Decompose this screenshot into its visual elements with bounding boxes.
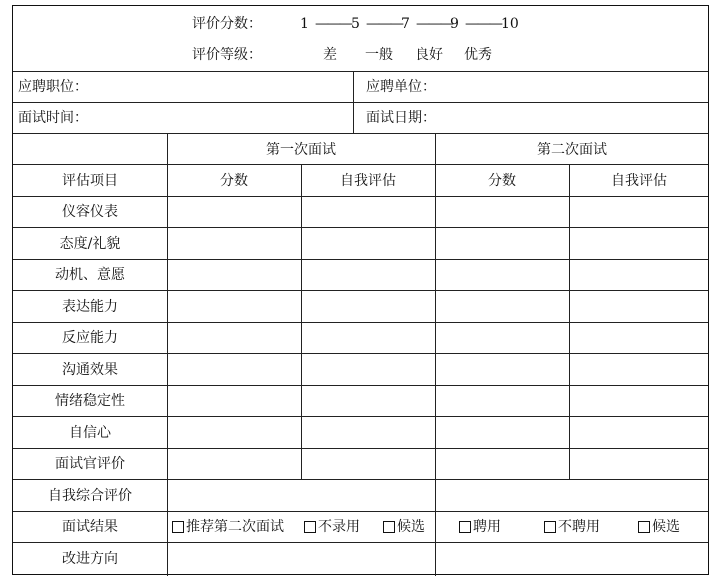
row-divider bbox=[13, 385, 708, 386]
checkbox-icon bbox=[638, 521, 650, 533]
item-label: 动机、意愿 bbox=[55, 267, 125, 283]
item-label: 态度/礼貌 bbox=[59, 236, 121, 252]
col-divider bbox=[301, 164, 302, 479]
grade-good: 良好 bbox=[415, 47, 443, 63]
checkbox-icon bbox=[459, 521, 471, 533]
row-divider bbox=[13, 196, 708, 197]
row-divider bbox=[13, 102, 708, 103]
col-divider bbox=[569, 164, 570, 479]
row-divider bbox=[13, 511, 708, 512]
checkbox-label: 候选 bbox=[397, 519, 425, 535]
hire-checkbox[interactable] bbox=[459, 520, 501, 534]
score-5: 5 bbox=[351, 16, 360, 32]
col-divider bbox=[353, 71, 354, 133]
checkbox-icon bbox=[304, 521, 316, 533]
item-label: 自信心 bbox=[69, 425, 111, 441]
candidate-checkbox-1[interactable] bbox=[383, 520, 425, 534]
row-divider bbox=[13, 448, 708, 449]
item-label: 面试官评价 bbox=[55, 456, 125, 472]
col-divider bbox=[167, 133, 168, 576]
row-divider bbox=[13, 416, 708, 417]
first-interview-header: 第一次面试 bbox=[266, 142, 336, 158]
interview-evaluation-form bbox=[12, 5, 709, 575]
grade-poor: 差 bbox=[323, 47, 337, 63]
score-9: 9 bbox=[450, 16, 459, 32]
second-interview-header: 第二次面试 bbox=[537, 142, 607, 158]
row-divider bbox=[13, 290, 708, 291]
score-dash: ——— bbox=[416, 16, 452, 32]
row-divider bbox=[13, 133, 708, 134]
position-label: 应聘职位： bbox=[18, 79, 88, 95]
recommend-second-checkbox[interactable] bbox=[172, 520, 284, 534]
row-divider bbox=[13, 259, 708, 260]
checkbox-icon bbox=[383, 521, 395, 533]
self-eval-header-1: 自我评估 bbox=[340, 173, 396, 189]
candidate-checkbox-2[interactable] bbox=[638, 520, 680, 534]
checkbox-label: 聘用 bbox=[473, 519, 501, 535]
score-dash: ——— bbox=[366, 16, 402, 32]
score-dash: ——— bbox=[465, 16, 501, 32]
checkbox-label: 推荐第二次面试 bbox=[186, 519, 284, 535]
item-label: 反应能力 bbox=[62, 330, 118, 346]
score-7: 7 bbox=[401, 16, 410, 32]
reject-checkbox-1[interactable] bbox=[304, 520, 360, 534]
item-label: 表达能力 bbox=[62, 299, 118, 315]
score-header-2: 分数 bbox=[488, 173, 516, 189]
item-label: 仪容仪表 bbox=[62, 204, 118, 220]
score-label: 评价分数： bbox=[192, 16, 262, 32]
result-label: 面试结果 bbox=[62, 519, 118, 535]
score-dash: ——— bbox=[315, 16, 351, 32]
not-hire-checkbox[interactable] bbox=[544, 520, 600, 534]
self-overall-label: 自我综合评价 bbox=[48, 488, 132, 504]
row-divider bbox=[13, 71, 708, 72]
unit-label: 应聘单位： bbox=[366, 79, 436, 95]
improve-label: 改进方向 bbox=[62, 551, 118, 567]
grade-average: 一般 bbox=[365, 47, 393, 63]
item-header: 评估项目 bbox=[62, 173, 118, 189]
row-divider bbox=[13, 353, 708, 354]
checkbox-label: 不聘用 bbox=[558, 519, 600, 535]
col-divider bbox=[435, 133, 436, 576]
row-divider bbox=[13, 164, 708, 165]
grade-label: 评价等级： bbox=[192, 47, 262, 63]
row-divider bbox=[13, 479, 708, 480]
row-divider bbox=[13, 542, 708, 543]
score-10: 10 bbox=[501, 16, 519, 32]
interview-time-label: 面试时间： bbox=[18, 110, 88, 126]
checkbox-icon bbox=[544, 521, 556, 533]
item-label: 情绪稳定性 bbox=[55, 393, 125, 409]
checkbox-icon bbox=[172, 521, 184, 533]
checkbox-label: 不录用 bbox=[318, 519, 360, 535]
row-divider bbox=[13, 322, 708, 323]
checkbox-label: 候选 bbox=[652, 519, 680, 535]
score-header-1: 分数 bbox=[220, 173, 248, 189]
grade-excellent: 优秀 bbox=[464, 47, 492, 63]
item-label: 沟通效果 bbox=[62, 362, 118, 378]
score-1: 1 bbox=[300, 16, 309, 32]
interview-date-label: 面试日期： bbox=[366, 110, 436, 126]
row-divider bbox=[13, 227, 708, 228]
self-eval-header-2: 自我评估 bbox=[611, 173, 667, 189]
